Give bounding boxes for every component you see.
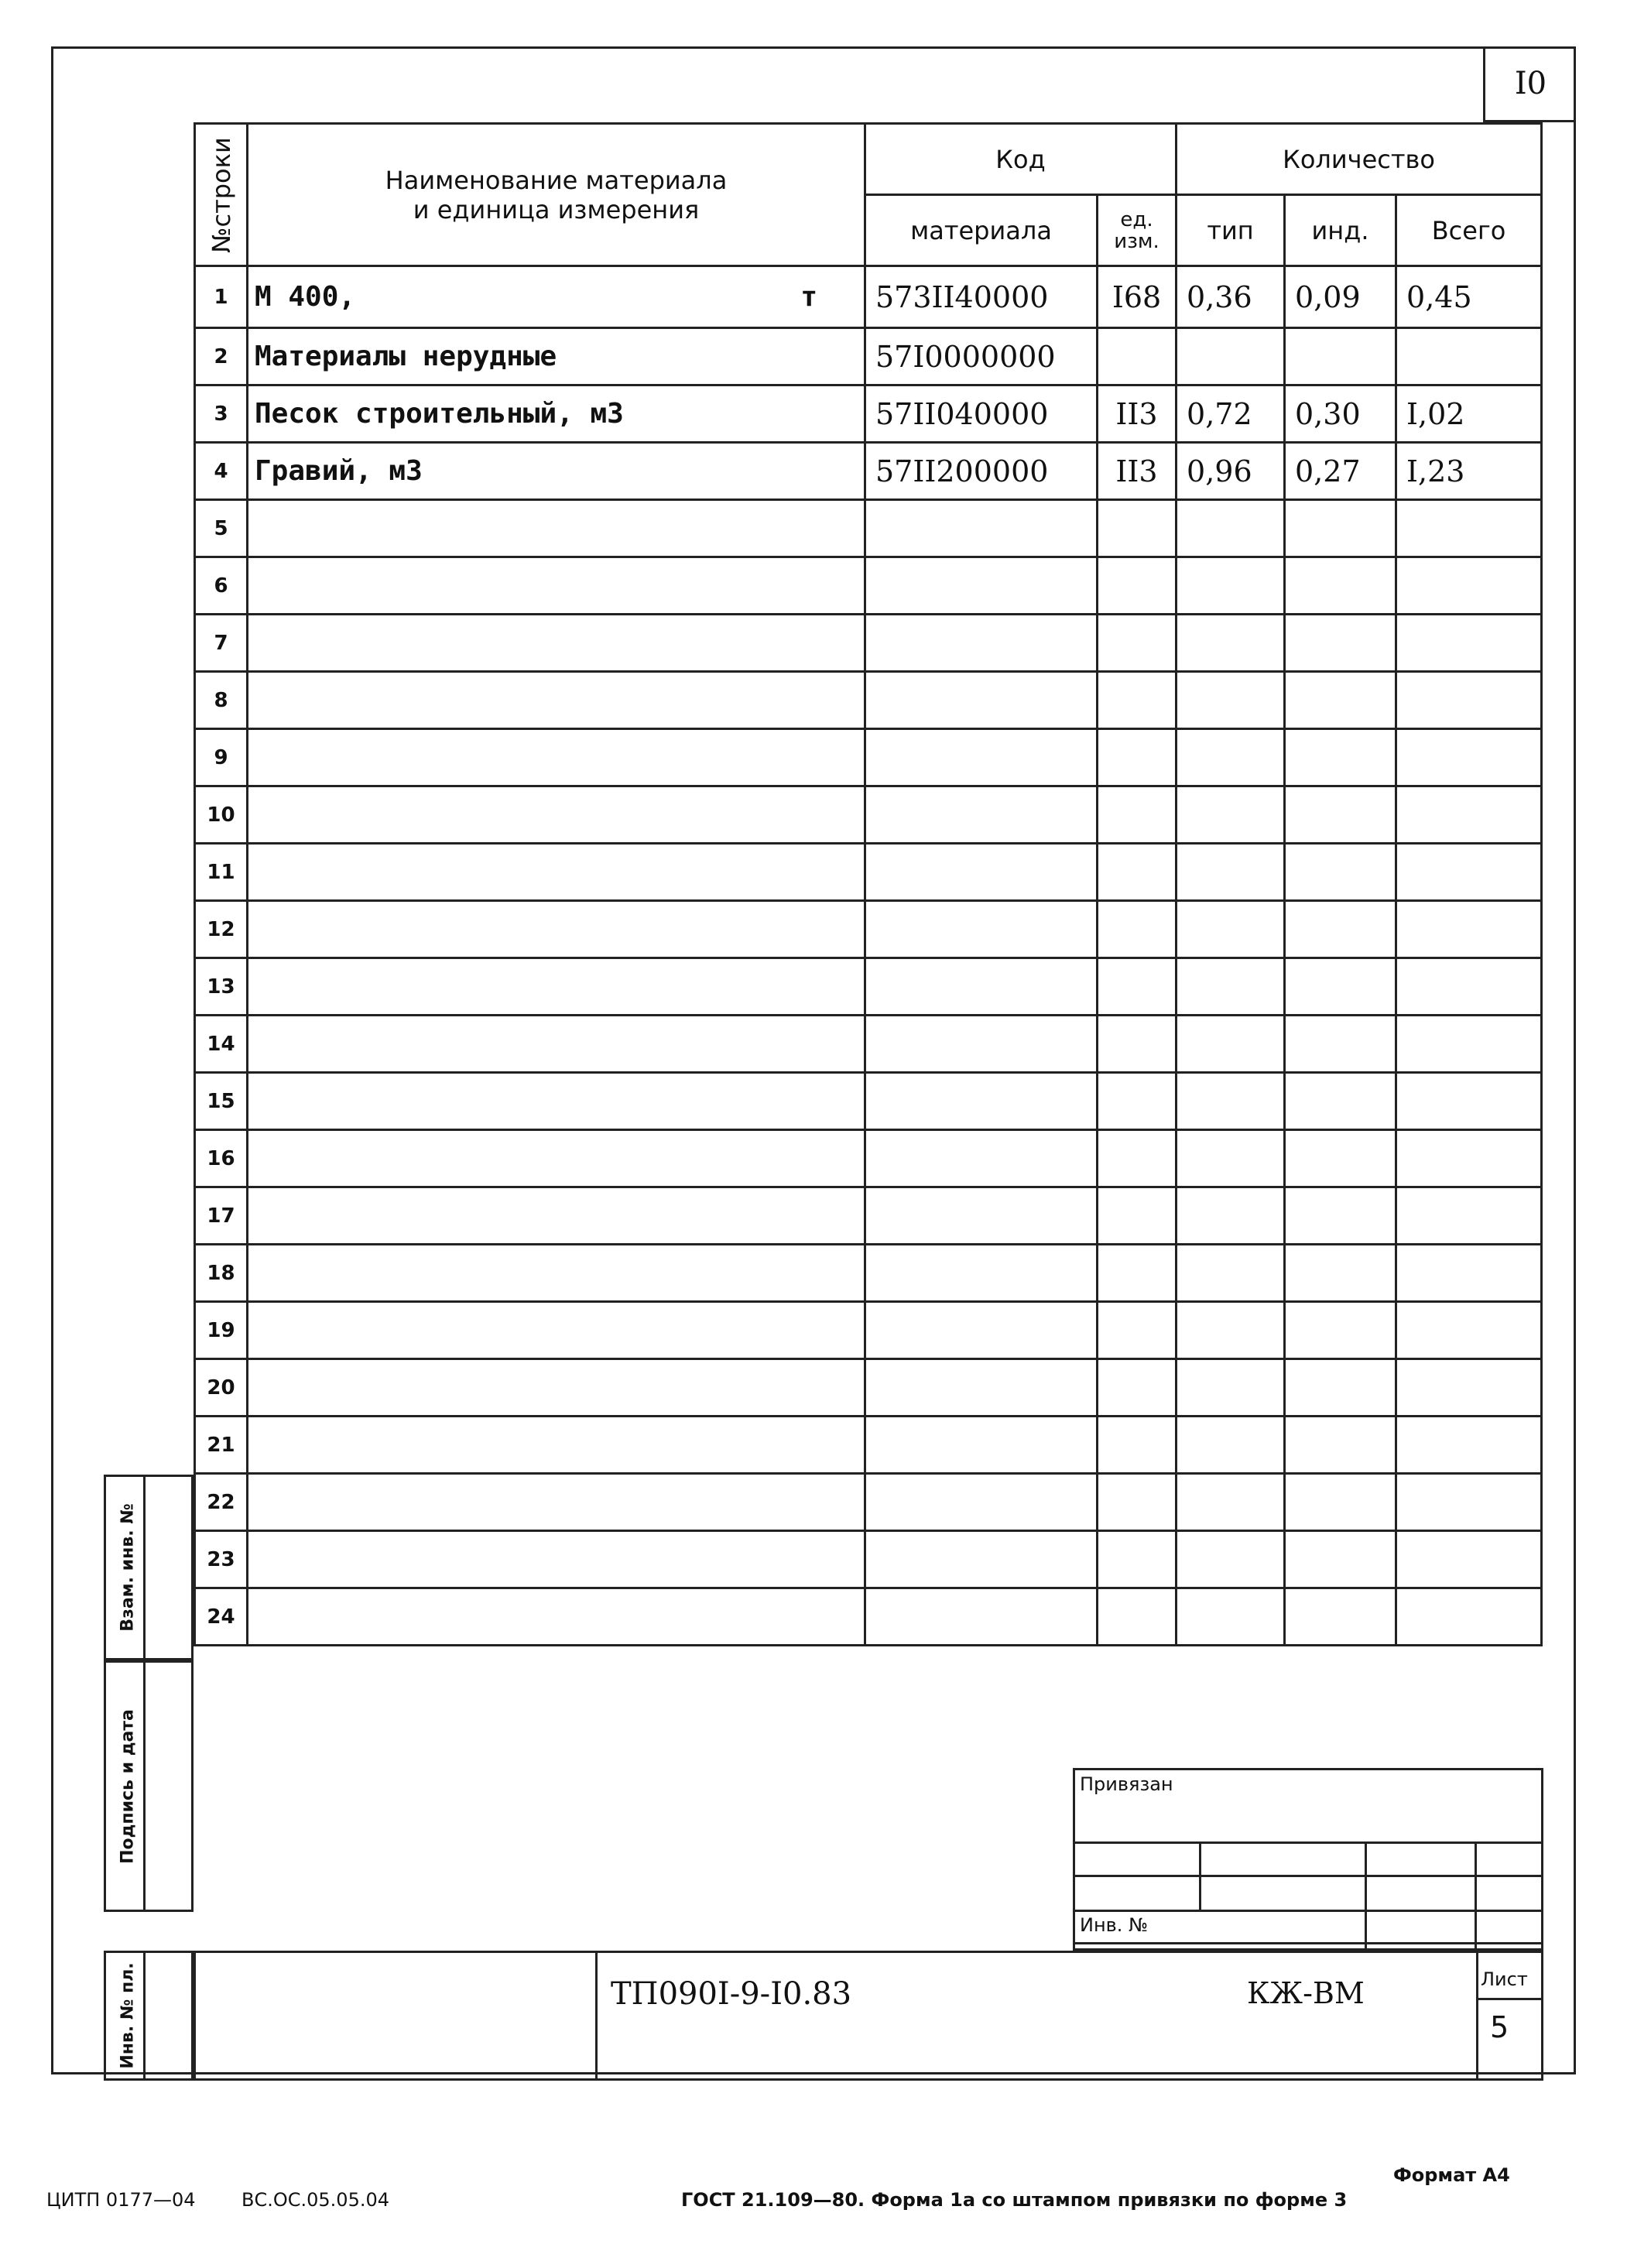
material-name-cell xyxy=(248,1187,865,1245)
material-name-cell xyxy=(248,1417,865,1474)
qty-type-cell xyxy=(1177,557,1285,615)
material-code-cell xyxy=(865,1245,1098,1302)
footer-format: Формат А4 xyxy=(1393,2164,1510,2186)
unit-code-cell xyxy=(1098,1016,1177,1073)
row-number-cell: 23 xyxy=(195,1531,248,1588)
row-number-cell: 18 xyxy=(195,1245,248,1302)
qty-type-cell: 0,96 xyxy=(1177,443,1285,500)
qty-ind-cell: 0,09 xyxy=(1285,266,1396,328)
qty-ind-cell xyxy=(1285,1588,1396,1646)
materials-table xyxy=(194,122,1543,1646)
material-code-cell xyxy=(865,844,1098,901)
row-number-cell: 7 xyxy=(195,615,248,672)
header-code-unit: ед. изм. xyxy=(1098,195,1177,266)
qty-type-cell xyxy=(1177,1130,1285,1187)
qty-type-cell xyxy=(1177,1016,1285,1073)
unit-code-cell xyxy=(1098,1187,1177,1245)
qty-ind-cell: 0,30 xyxy=(1285,385,1396,443)
qty-total-cell xyxy=(1396,1359,1542,1417)
qty-total-cell xyxy=(1396,844,1542,901)
side-stamp-inv-original: Инв. № пл. xyxy=(104,1951,194,2081)
row-number-cell: 10 xyxy=(195,786,248,844)
material-name-cell xyxy=(248,1302,865,1359)
qty-ind-cell: 0,27 xyxy=(1285,443,1396,500)
header-quantity: Количество xyxy=(1177,124,1542,195)
material-name-cell xyxy=(248,901,865,958)
qty-total-cell xyxy=(1396,1130,1542,1187)
material-name-cell xyxy=(248,1531,865,1588)
header-qty-total: Всего xyxy=(1396,195,1542,266)
material-code-cell xyxy=(865,958,1098,1016)
qty-type-cell xyxy=(1177,786,1285,844)
qty-type-cell xyxy=(1177,1073,1285,1130)
material-code-cell xyxy=(865,1302,1098,1359)
row-number-cell: 21 xyxy=(195,1417,248,1474)
material-code-cell xyxy=(865,1187,1098,1245)
qty-type-cell xyxy=(1177,729,1285,786)
table-row xyxy=(195,557,1542,615)
qty-type-cell xyxy=(1177,1359,1285,1417)
table-row xyxy=(195,385,1542,443)
unit-code-cell xyxy=(1098,1474,1177,1531)
table-row xyxy=(195,443,1542,500)
material-name-cell xyxy=(248,443,865,500)
unit-code-cell xyxy=(1098,1417,1177,1474)
row-number-cell: 3 xyxy=(195,385,248,443)
qty-total-cell xyxy=(1396,557,1542,615)
side-stamp-signature-date: Подпись и дата xyxy=(104,1660,194,1912)
material-name-cell xyxy=(248,1016,865,1073)
header-code: Код xyxy=(865,124,1177,195)
table-row xyxy=(195,266,1542,328)
qty-type-cell xyxy=(1177,958,1285,1016)
document-code: ТП090I-9-I0.83 xyxy=(611,1976,852,2012)
unit-code-cell xyxy=(1098,901,1177,958)
table-row xyxy=(195,1474,1542,1531)
qty-total-cell xyxy=(1396,901,1542,958)
row-number-cell: 5 xyxy=(195,500,248,557)
qty-type-cell xyxy=(1177,1474,1285,1531)
material-code-cell: 57II040000 xyxy=(865,385,1098,443)
material-name-cell xyxy=(248,958,865,1016)
table-row xyxy=(195,1588,1542,1646)
material-name-cell xyxy=(248,844,865,901)
row-number-cell: 4 xyxy=(195,443,248,500)
material-name: Материалы нерудные xyxy=(255,341,557,372)
qty-type-cell xyxy=(1177,1187,1285,1245)
qty-type-cell xyxy=(1177,901,1285,958)
unit-code-cell xyxy=(1098,1302,1177,1359)
footer-left-1: ЦИТП 0177—04 xyxy=(46,2189,196,2211)
material-unit-mark: т xyxy=(800,281,817,313)
qty-type-cell xyxy=(1177,1531,1285,1588)
qty-ind-cell xyxy=(1285,1245,1396,1302)
title-block xyxy=(194,1951,1543,2081)
qty-total-cell: I,02 xyxy=(1396,385,1542,443)
table-row xyxy=(195,1245,1542,1302)
table-row xyxy=(195,844,1542,901)
header-name: Наименование материала и единица измерения xyxy=(248,124,865,266)
unit-code-cell: II3 xyxy=(1098,443,1177,500)
unit-code-cell: II3 xyxy=(1098,385,1177,443)
table-row xyxy=(195,1016,1542,1073)
table-row xyxy=(195,1531,1542,1588)
qty-type-cell xyxy=(1177,1245,1285,1302)
row-number-cell: 12 xyxy=(195,901,248,958)
material-name: М 400, xyxy=(255,281,356,313)
table-row xyxy=(195,1073,1542,1130)
qty-total-cell: I,23 xyxy=(1396,443,1542,500)
qty-total-cell xyxy=(1396,1073,1542,1130)
inv-number-label: Инв. № xyxy=(1080,1914,1149,1936)
material-name-cell xyxy=(248,1359,865,1417)
material-code-cell xyxy=(865,1531,1098,1588)
table-row xyxy=(195,786,1542,844)
qty-total-cell xyxy=(1396,1588,1542,1646)
qty-total-cell xyxy=(1396,615,1542,672)
header-qty-ind: инд. xyxy=(1285,195,1396,266)
qty-ind-cell xyxy=(1285,1531,1396,1588)
qty-type-cell xyxy=(1177,1302,1285,1359)
qty-ind-cell xyxy=(1285,557,1396,615)
document-mark: КЖ-ВМ xyxy=(1247,1976,1365,2010)
qty-ind-cell xyxy=(1285,328,1396,385)
qty-type-cell xyxy=(1177,500,1285,557)
qty-total-cell xyxy=(1396,328,1542,385)
material-code-cell xyxy=(865,672,1098,729)
qty-total-cell xyxy=(1396,500,1542,557)
qty-total-cell xyxy=(1396,786,1542,844)
table-row xyxy=(195,958,1542,1016)
qty-total-cell xyxy=(1396,1187,1542,1245)
unit-code-cell xyxy=(1098,1130,1177,1187)
unit-code-cell xyxy=(1098,557,1177,615)
row-number-cell: 22 xyxy=(195,1474,248,1531)
qty-total-cell xyxy=(1396,1302,1542,1359)
header-qty-type: тип xyxy=(1177,195,1285,266)
unit-code-cell xyxy=(1098,729,1177,786)
qty-total-cell xyxy=(1396,1016,1542,1073)
qty-type-cell xyxy=(1177,1588,1285,1646)
qty-total-cell xyxy=(1396,672,1542,729)
table-row xyxy=(195,672,1542,729)
row-number-cell: 14 xyxy=(195,1016,248,1073)
unit-code-cell xyxy=(1098,786,1177,844)
qty-total-cell: 0,45 xyxy=(1396,266,1542,328)
material-code-cell: 573II40000 xyxy=(865,266,1098,328)
qty-ind-cell xyxy=(1285,1016,1396,1073)
unit-code-cell xyxy=(1098,1073,1177,1130)
row-number-cell: 17 xyxy=(195,1187,248,1245)
table-row xyxy=(195,729,1542,786)
binding-stamp xyxy=(1073,1768,1543,1951)
qty-type-cell xyxy=(1177,844,1285,901)
qty-ind-cell xyxy=(1285,1417,1396,1474)
unit-code-cell xyxy=(1098,500,1177,557)
unit-code-cell xyxy=(1098,844,1177,901)
material-code-cell xyxy=(865,1130,1098,1187)
qty-ind-cell xyxy=(1285,729,1396,786)
table-row xyxy=(195,615,1542,672)
row-number-cell: 1 xyxy=(195,266,248,328)
table-row xyxy=(195,1417,1542,1474)
row-number-cell: 19 xyxy=(195,1302,248,1359)
material-name-cell xyxy=(248,385,865,443)
material-code-cell xyxy=(865,729,1098,786)
qty-ind-cell xyxy=(1285,901,1396,958)
unit-code-cell xyxy=(1098,1359,1177,1417)
material-code-cell xyxy=(865,500,1098,557)
sheet-corner-number: I0 xyxy=(1483,46,1576,122)
table-row xyxy=(195,1302,1542,1359)
side-stamp-replace-inv: Взам. инв. № xyxy=(104,1475,194,1660)
table-row xyxy=(195,1130,1542,1187)
qty-ind-cell xyxy=(1285,500,1396,557)
material-code-cell: 57II200000 xyxy=(865,443,1098,500)
qty-total-cell xyxy=(1396,1474,1542,1531)
material-name-cell xyxy=(248,328,865,385)
qty-type-cell xyxy=(1177,1417,1285,1474)
header-row-number: №строки xyxy=(195,124,248,266)
table-row xyxy=(195,328,1542,385)
table-row xyxy=(195,1187,1542,1245)
qty-total-cell xyxy=(1396,1245,1542,1302)
material-name-cell xyxy=(248,1588,865,1646)
row-number-cell: 6 xyxy=(195,557,248,615)
material-name: Гравий, м3 xyxy=(255,455,423,487)
qty-ind-cell xyxy=(1285,672,1396,729)
material-name-cell xyxy=(248,672,865,729)
row-number-cell: 24 xyxy=(195,1588,248,1646)
material-name-cell xyxy=(248,786,865,844)
binding-stamp-label: Привязан xyxy=(1080,1773,1173,1795)
row-number-cell: 9 xyxy=(195,729,248,786)
material-code-cell xyxy=(865,557,1098,615)
unit-code-cell: I68 xyxy=(1098,266,1177,328)
header-code-material: материала xyxy=(865,195,1098,266)
material-name-cell xyxy=(248,1474,865,1531)
material-name-cell xyxy=(248,266,865,328)
row-number-cell: 2 xyxy=(195,328,248,385)
qty-total-cell xyxy=(1396,958,1542,1016)
qty-ind-cell xyxy=(1285,958,1396,1016)
row-number-cell: 11 xyxy=(195,844,248,901)
sheet-label: Лист xyxy=(1481,1968,1528,1990)
unit-code-cell xyxy=(1098,328,1177,385)
material-code-cell xyxy=(865,1016,1098,1073)
material-code-cell xyxy=(865,1359,1098,1417)
table-row xyxy=(195,500,1542,557)
qty-total-cell xyxy=(1396,729,1542,786)
qty-ind-cell xyxy=(1285,1302,1396,1359)
qty-ind-cell xyxy=(1285,1187,1396,1245)
unit-code-cell xyxy=(1098,1245,1177,1302)
row-number-cell: 15 xyxy=(195,1073,248,1130)
material-name-cell xyxy=(248,1130,865,1187)
material-name-cell xyxy=(248,729,865,786)
unit-code-cell xyxy=(1098,1588,1177,1646)
table-row xyxy=(195,901,1542,958)
row-number-cell: 16 xyxy=(195,1130,248,1187)
qty-total-cell xyxy=(1396,1417,1542,1474)
material-name-cell xyxy=(248,500,865,557)
material-name-cell xyxy=(248,557,865,615)
material-code-cell xyxy=(865,786,1098,844)
unit-code-cell xyxy=(1098,958,1177,1016)
material-name-cell xyxy=(248,1073,865,1130)
qty-ind-cell xyxy=(1285,844,1396,901)
material-code-cell xyxy=(865,1417,1098,1474)
qty-ind-cell xyxy=(1285,1130,1396,1187)
qty-ind-cell xyxy=(1285,786,1396,844)
material-code-cell xyxy=(865,1588,1098,1646)
material-code-cell xyxy=(865,1073,1098,1130)
qty-type-cell xyxy=(1177,672,1285,729)
qty-ind-cell xyxy=(1285,1073,1396,1130)
footer-left-2: ВС.ОС.05.05.04 xyxy=(241,2189,390,2211)
footer-center: ГОСТ 21.109—80. Форма 1а со штампом привязки по форме 3 xyxy=(681,2189,1348,2211)
row-number-cell: 13 xyxy=(195,958,248,1016)
qty-type-cell xyxy=(1177,328,1285,385)
material-code-cell: 57I0000000 xyxy=(865,328,1098,385)
unit-code-cell xyxy=(1098,672,1177,729)
unit-code-cell xyxy=(1098,1531,1177,1588)
qty-ind-cell xyxy=(1285,615,1396,672)
qty-ind-cell xyxy=(1285,1474,1396,1531)
sheet-number: 5 xyxy=(1490,2010,1509,2044)
qty-ind-cell xyxy=(1285,1359,1396,1417)
material-name-cell xyxy=(248,1245,865,1302)
qty-type-cell: 0,36 xyxy=(1177,266,1285,328)
material-name: Песок строительный, м3 xyxy=(255,398,624,430)
qty-type-cell: 0,72 xyxy=(1177,385,1285,443)
material-code-cell xyxy=(865,615,1098,672)
table-row xyxy=(195,1359,1542,1417)
material-name-cell xyxy=(248,615,865,672)
row-number-cell: 8 xyxy=(195,672,248,729)
unit-code-cell xyxy=(1098,615,1177,672)
material-code-cell xyxy=(865,1474,1098,1531)
row-number-cell: 20 xyxy=(195,1359,248,1417)
qty-total-cell xyxy=(1396,1531,1542,1588)
qty-type-cell xyxy=(1177,615,1285,672)
material-code-cell xyxy=(865,901,1098,958)
